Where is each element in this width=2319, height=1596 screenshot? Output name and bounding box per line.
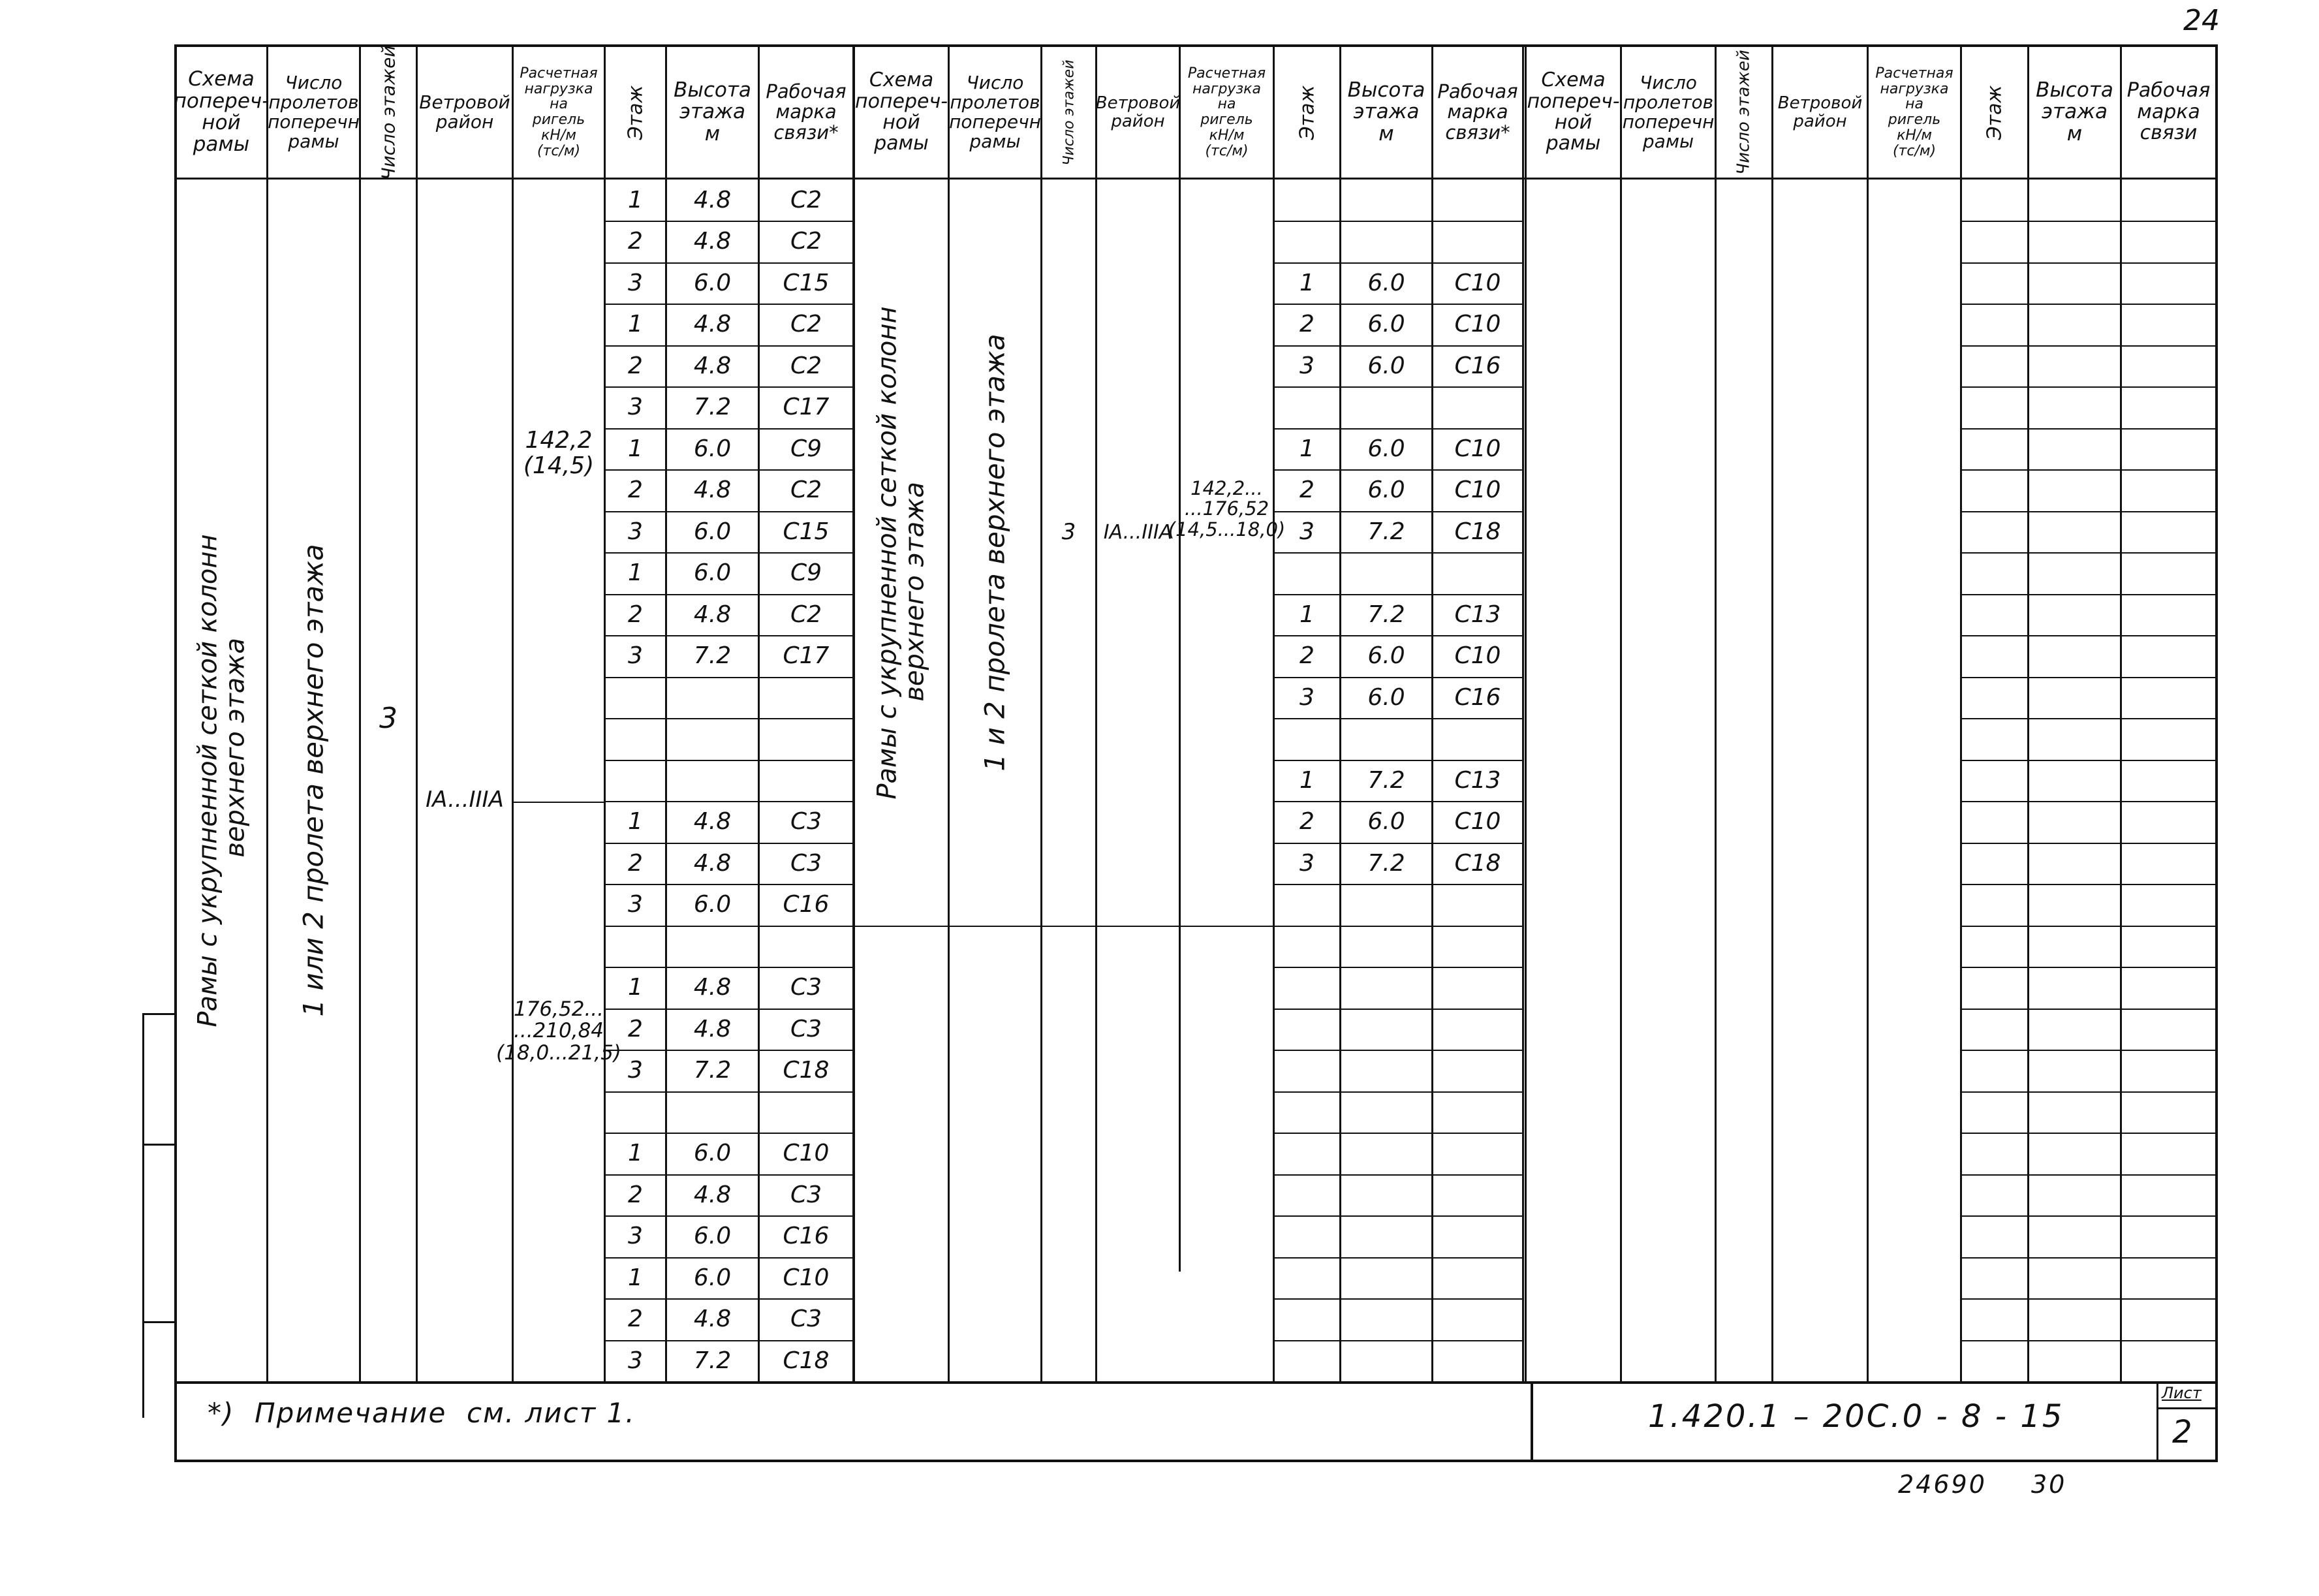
- block3-row-line: [1960, 594, 2215, 595]
- block2-cell-brace: С18: [1454, 850, 1501, 877]
- block3-row-line: [1960, 1009, 2215, 1010]
- block1-cell-brace: С17: [783, 394, 830, 420]
- block1-cell-height: 4.8: [693, 477, 732, 503]
- block1-floors: 3: [379, 701, 397, 735]
- block1-cell-brace: С2: [790, 352, 822, 379]
- block1-cell-brace: С2: [790, 228, 822, 255]
- col-sep: [2120, 44, 2122, 1383]
- block2-cell-brace: С10: [1454, 808, 1501, 835]
- sheet-label: Лист: [2162, 1384, 2202, 1402]
- block2-floors: 3: [1061, 519, 1076, 545]
- block3-row-line: [1960, 552, 2215, 554]
- block1-cell-floor: 3: [628, 270, 643, 296]
- block1-cell-brace: С9: [790, 559, 822, 586]
- header-floors-count: Число этажей: [377, 44, 399, 180]
- col-sep: [1620, 44, 1622, 1383]
- block2-cell-height: 6.0: [1367, 477, 1405, 503]
- block1-cell-height: 6.0: [693, 1264, 732, 1291]
- sheet-box-mid: [2156, 1407, 2218, 1409]
- header-rule: [174, 178, 2218, 180]
- block1-wind: IA...IIIA: [426, 787, 504, 813]
- block1-cell-height: 6.0: [693, 559, 732, 586]
- header-scheme-3: Схема попереч- ной рамы: [1527, 69, 1620, 155]
- col-sep: [416, 44, 418, 1383]
- block2-cell-brace: С13: [1454, 767, 1501, 794]
- block1-cell-floor: 1: [628, 808, 643, 835]
- header-floor-2: Этаж: [1296, 85, 1318, 140]
- block2-cell-brace: С10: [1454, 477, 1501, 503]
- sheet-number: 2: [2172, 1414, 2192, 1450]
- header-load: Расчетная нагрузка на ригель кН/м (тс/м): [520, 65, 598, 159]
- block1-cell-floor: 2: [628, 850, 643, 877]
- block3-row-line: [1960, 884, 2215, 885]
- block2-cell-height: 6.0: [1367, 352, 1405, 379]
- block1-cell-height: 4.8: [693, 228, 732, 255]
- block2-row-line: [1273, 386, 1522, 388]
- block2-cell-floor: 1: [1300, 767, 1315, 794]
- col-sep: [1095, 44, 1097, 1383]
- block1-cell-brace: С9: [790, 435, 822, 462]
- block2-cell-floor: 2: [1300, 311, 1315, 337]
- block2-cell-brace: С10: [1454, 311, 1501, 337]
- block2-cell-brace: С16: [1454, 684, 1501, 711]
- header-spans-3: Число пролетов поперечн рамы: [1622, 71, 1715, 153]
- col-sep: [1960, 44, 1962, 1383]
- block1-cell-height: 4.8: [693, 974, 732, 1001]
- block1-scheme: Рамы с укрупненной сеткой колонн верхнего этажа: [193, 533, 251, 1027]
- block3-row-line: [1960, 345, 2215, 347]
- doc-code: 1.420.1 – 20С.0 - 8 - 15: [1648, 1398, 2064, 1435]
- block3-row-line: [1960, 926, 2215, 927]
- block1-cell-floor: 1: [628, 1264, 643, 1291]
- block1-cell-height: 7.2: [693, 1057, 732, 1084]
- header-floors-count-3: Число этажей: [1734, 50, 1754, 175]
- block1-cell-floor: 1: [628, 1140, 643, 1166]
- frame-bottom: [174, 1460, 2218, 1462]
- block1-cell-brace: С18: [783, 1057, 830, 1084]
- header-height: Высота этажа м: [674, 78, 751, 146]
- block2-spans: 1 и 2 пролета верхнего этажа: [979, 334, 1012, 772]
- block2-cell-height: 6.0: [1367, 808, 1405, 835]
- block1-row-line: [604, 677, 852, 678]
- block3-row-line: [1960, 1174, 2215, 1176]
- block2-cell-floor: 2: [1300, 642, 1315, 669]
- block1-cell-floor: 2: [628, 228, 643, 255]
- block1-cell-floor: 1: [628, 187, 643, 213]
- block2-cell-brace: С18: [1454, 518, 1501, 545]
- block3-row-line: [1960, 1298, 2215, 1300]
- block1-cell-floor: 2: [628, 477, 643, 503]
- frame-right: [2215, 44, 2218, 1462]
- block2-row-line: [1273, 1298, 1522, 1300]
- block2-row-line: [1273, 926, 1522, 927]
- block1-row-line: [604, 1091, 852, 1093]
- block1-cell-floor: 1: [628, 435, 643, 462]
- block3-row-line: [1960, 1133, 2215, 1134]
- col-sep: [1715, 44, 1717, 1383]
- block2-cell-floor: 3: [1300, 850, 1315, 877]
- block1-cell-brace: С10: [783, 1140, 830, 1166]
- block3-row-line: [1960, 221, 2215, 222]
- col-sep: [2027, 44, 2029, 1383]
- block1-cell-brace: С3: [790, 1181, 822, 1208]
- block2-cell-floor: 3: [1300, 518, 1315, 545]
- col-sep: [1522, 44, 1524, 1383]
- block2-cell-brace: С16: [1454, 352, 1501, 379]
- block2-cell-floor: 1: [1300, 601, 1315, 628]
- block1-cell-brace: С15: [783, 518, 830, 545]
- block2-row-line: [1273, 1133, 1522, 1134]
- block2-cell-floor: 2: [1300, 477, 1315, 503]
- block1-cell-floor: 2: [628, 352, 643, 379]
- block1-cell-height: 6.0: [693, 518, 732, 545]
- block1-cell-brace: С3: [790, 808, 822, 835]
- block1-cell-floor: 3: [628, 642, 643, 669]
- header-load-3: Расчетная нагрузка на ригель кН/м (тс/м): [1875, 65, 1953, 159]
- block1-cell-floor: 2: [628, 1181, 643, 1208]
- block2-load: 142,2... ...176,52 (14,5...18,0): [1168, 477, 1286, 540]
- sheet-box-left: [2156, 1383, 2158, 1461]
- page-number: 24: [2183, 4, 2220, 37]
- col-sep: [1040, 44, 1042, 1383]
- block1-cell-floor: 3: [628, 394, 643, 420]
- block1-cell-brace: С3: [790, 974, 822, 1001]
- block2-cell-floor: 1: [1300, 270, 1315, 296]
- block2-wind: IA...IIIA: [1103, 520, 1173, 544]
- block2-cell-floor: 2: [1300, 808, 1315, 835]
- block1-cell-height: 4.8: [693, 1016, 732, 1042]
- block1-cell-brace: С3: [790, 1016, 822, 1042]
- block1-cell-brace: С16: [783, 1223, 830, 1249]
- block1-row-line: [604, 926, 852, 927]
- block3-row-line: [1960, 1091, 2215, 1093]
- block2-cell-height: 6.0: [1367, 311, 1405, 337]
- block2-cell-floor: 3: [1300, 352, 1315, 379]
- block3-row-line: [1960, 1340, 2215, 1341]
- block1-cell-brace: С3: [790, 1306, 822, 1332]
- load-split-line: [512, 802, 604, 803]
- block3-row-line: [1960, 262, 2215, 264]
- block2-cell-height: 7.2: [1367, 767, 1405, 794]
- block2-row-line: [1273, 1050, 1522, 1051]
- block1-cell-floor: 2: [628, 1016, 643, 1042]
- block1-spans: 1 или 2 пролета верхнего этажа: [298, 544, 330, 1017]
- block1-cell-floor: 3: [628, 1223, 643, 1249]
- header-brace-3: Рабочая марка связи: [2126, 79, 2211, 145]
- block1-cell-height: 4.8: [693, 1306, 732, 1332]
- binding-tick-1: [142, 1013, 176, 1015]
- col-sep: [1525, 44, 1527, 1383]
- block3-row-line: [1960, 386, 2215, 388]
- block3-row-line: [1960, 469, 2215, 471]
- block1-cell-brace: С3: [790, 850, 822, 877]
- block1-cell-height: 6.0: [693, 1223, 732, 1249]
- block2-cell-height: 6.0: [1367, 270, 1405, 296]
- block3-row-line: [1960, 843, 2215, 844]
- block1-cell-height: 6.0: [693, 270, 732, 296]
- block2-row-line: [1273, 221, 1522, 222]
- binding-margin: [142, 1013, 144, 1418]
- block1-cell-height: 4.8: [693, 808, 732, 835]
- block1-cell-brace: С15: [783, 270, 830, 296]
- header-spans-2: Число пролетов поперечн рамы: [949, 71, 1041, 153]
- block2-cell-brace: С10: [1454, 642, 1501, 669]
- block2-cell-floor: 3: [1300, 684, 1315, 711]
- block2-row-line: [1273, 718, 1522, 719]
- col-sep: [1179, 44, 1181, 1272]
- format-number: 30: [2031, 1470, 2067, 1499]
- block3-row-line: [1960, 1215, 2215, 1217]
- header-wind: Ветровой район: [419, 91, 510, 133]
- block2-row-line: [1273, 1257, 1522, 1259]
- block1-cell-height: 7.2: [693, 394, 732, 420]
- block1-cell-height: 4.8: [693, 352, 732, 379]
- col-sep: [1771, 44, 1773, 1383]
- block2-cell-height: 6.0: [1367, 435, 1405, 462]
- block1-cell-height: 4.8: [693, 850, 732, 877]
- block2-cell-brace: С10: [1454, 270, 1501, 296]
- block3-row-line: [1960, 428, 2215, 430]
- block3-row-line: [1960, 635, 2215, 636]
- block1-cell-height: 7.2: [693, 1347, 732, 1374]
- header-wind-3: Ветровой район: [1777, 93, 1863, 131]
- block1-cell-height: 4.8: [693, 311, 732, 337]
- block1-row-line: [604, 718, 852, 719]
- block3-row-line: [1960, 1050, 2215, 1051]
- block1-load-upper: 142,2 (14,5): [523, 427, 595, 479]
- block1-cell-height: 4.8: [693, 1181, 732, 1208]
- block1-cell-brace: С17: [783, 642, 830, 669]
- block1-cell-brace: С2: [790, 311, 822, 337]
- header-height-3: Высота этажа м: [2036, 78, 2113, 146]
- block1-cell-height: 7.2: [693, 642, 732, 669]
- block3-row-line: [1960, 967, 2215, 968]
- block3-row-line: [1960, 677, 2215, 678]
- block2-row-line: [1273, 1340, 1522, 1341]
- block1-cell-floor: 1: [628, 311, 643, 337]
- binding-tick-2: [142, 1144, 176, 1146]
- block2-bottom-line: [852, 926, 1273, 927]
- block1-row-line: [604, 760, 852, 761]
- block3-row-line: [1960, 304, 2215, 305]
- block1-cell-floor: 3: [628, 1057, 643, 1084]
- block2-row-line: [1273, 967, 1522, 968]
- block1-cell-floor: 2: [628, 1306, 643, 1332]
- block2-cell-height: 7.2: [1367, 850, 1405, 877]
- block3-row-line: [1960, 1257, 2215, 1259]
- block1-cell-floor: 3: [628, 891, 643, 918]
- block2-row-line: [1273, 884, 1522, 885]
- header-scheme: Схема попереч- ной рамы: [173, 67, 270, 157]
- block2-row-line: [1273, 1091, 1522, 1093]
- binding-tick-3: [142, 1321, 176, 1323]
- block2-cell-height: 7.2: [1367, 601, 1405, 628]
- block1-cell-height: 6.0: [693, 891, 732, 918]
- block1-cell-floor: 3: [628, 518, 643, 545]
- block1-cell-height: 4.8: [693, 187, 732, 213]
- block2-row-line: [1273, 1009, 1522, 1010]
- footer-divider: [1531, 1383, 1533, 1461]
- block3-row-line: [1960, 718, 2215, 719]
- header-brace: Рабочая марка связи*: [766, 80, 847, 144]
- inventory-number: 24690: [1898, 1470, 1987, 1499]
- header-floor: Этаж: [624, 85, 647, 140]
- block1-cell-brace: С2: [790, 187, 822, 213]
- block2-row-line: [1273, 1174, 1522, 1176]
- header-floor-3: Этаж: [1983, 85, 2006, 140]
- block1-cell-brace: С10: [783, 1264, 830, 1291]
- header-spans: Число пролетов поперечн рамы: [268, 71, 360, 153]
- block2-row-line: [1273, 552, 1522, 554]
- block1-cell-height: 4.8: [693, 601, 732, 628]
- block1-cell-brace: С16: [783, 891, 830, 918]
- header-load-2: Расчетная нагрузка на ригель кН/м (тс/м): [1187, 65, 1266, 159]
- block1-cell-floor: 2: [628, 601, 643, 628]
- block2-scheme: Рамы с укрупненной сеткой колонн верхнего этажа: [873, 305, 930, 800]
- block2-cell-height: 6.0: [1367, 684, 1405, 711]
- block2-cell-height: 7.2: [1367, 518, 1405, 545]
- block3-row-line: [1960, 760, 2215, 761]
- col-sep: [512, 44, 514, 1383]
- header-wind-2: Ветровой район: [1095, 93, 1181, 131]
- header-floors-count-2: Число этажей: [1061, 59, 1078, 166]
- block3-row-line: [1960, 801, 2215, 802]
- block1-cell-height: 6.0: [693, 435, 732, 462]
- note: *) Примечание см. лист 1.: [208, 1397, 636, 1429]
- block1-cell-brace: С18: [783, 1347, 830, 1374]
- block1-cell-floor: 1: [628, 974, 643, 1001]
- block1-cell-brace: С2: [790, 601, 822, 628]
- block2-cell-brace: С10: [1454, 435, 1501, 462]
- block2-cell-floor: 1: [1300, 435, 1315, 462]
- block3-row-line: [1960, 511, 2215, 512]
- block1-load-lower: 176,52... ...210,84 (18,0...21,5): [496, 997, 621, 1065]
- header-height-2: Высота этажа м: [1347, 78, 1425, 146]
- block2-cell-brace: С13: [1454, 601, 1501, 628]
- block2-cell-height: 6.0: [1367, 642, 1405, 669]
- block2-row-line: [1273, 1215, 1522, 1217]
- block1-cell-brace: С2: [790, 477, 822, 503]
- header-scheme-2: Схема попереч- ной рамы: [854, 69, 948, 155]
- table-bottom-rule: [174, 1381, 2218, 1384]
- block1-cell-height: 6.0: [693, 1140, 732, 1166]
- block1-cell-floor: 1: [628, 559, 643, 586]
- col-sep: [1867, 44, 1869, 1383]
- block1-cell-floor: 3: [628, 1347, 643, 1374]
- header-brace-2: Рабочая марка связи*: [1437, 80, 1518, 144]
